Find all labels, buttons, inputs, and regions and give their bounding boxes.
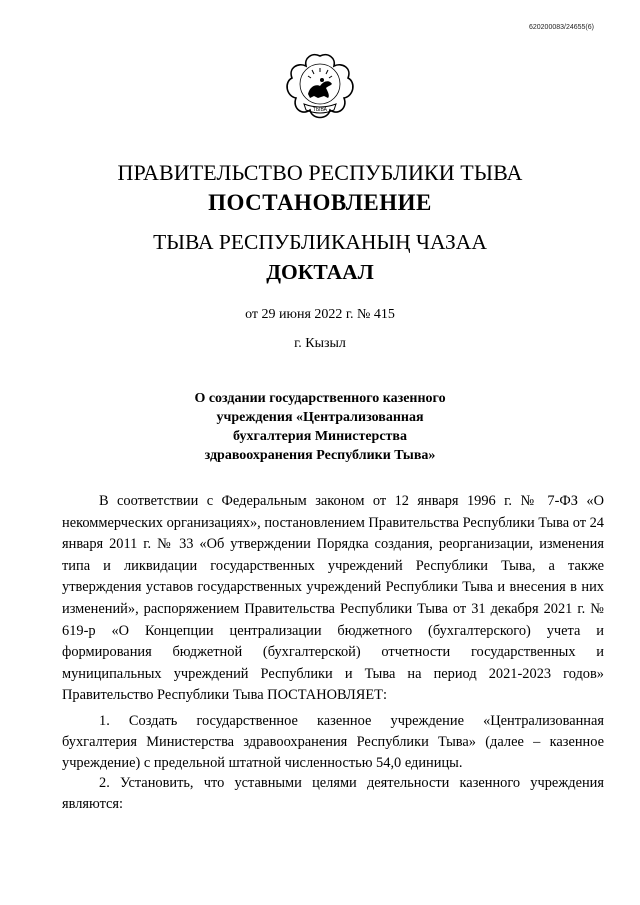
clause-2-container xyxy=(62,773,604,815)
title-line: бухгалтерия Министерства xyxy=(233,429,407,444)
preamble-paragraph: В соответствии с Федеральным законом от 12 января 1996 г. № 7-ФЗ «О некоммерческих организациях», постановлением Правительства Республики Тыва от 24 января 2011 г. № 33 «Об утверждении Порядка создания, реорганизации, изменения типа и ликвидации государственных учреждений Республики Тыва, а также утверждения уставов государственных учреждений Республики Тыва и внесения в них изменений», распоряжением Правительства Республики Тыва от 31 декабря 2021 г. № 619-р «О Концепции централизации бюджетного (бухгалтерского) учета и формирования бюджетной (бухгалтерской) отчетности государственных и муниципальных учреждений Республики и Тыва на период 2021-2023 годов» Правительство Республики Тыва ПОСТАНОВЛЯЕТ: xyxy=(62,493,604,704)
emblem-ribbon-text: ТЫВА xyxy=(313,107,327,113)
government-name-tv: ТЫВА РЕСПУБЛИКАНЫҢ ЧАЗАА xyxy=(153,230,487,254)
title-line: учреждения «Централизованная xyxy=(216,410,424,425)
document-title xyxy=(150,389,490,465)
document-code: 620200083/24655(6) xyxy=(528,24,594,31)
clause-1: 1. Создать государственное казенное учреждение «Централизованная бухгалтерия Министерства здравоохранения Республики Тыва» (далее – казенное учреждение) с предельной штатной численностью 54,0 единицы. xyxy=(62,713,604,771)
government-name-ru: ПРАВИТЕЛЬСТВО РЕСПУБЛИКИ ТЫВА xyxy=(117,160,523,185)
tuva-coat-of-arms-icon xyxy=(284,50,356,136)
title-line: О создании государственного казенного xyxy=(194,391,446,406)
document-type-ru: ПОСТАНОВЛЕНИЕ xyxy=(208,190,432,215)
document-type-tv: ДОКТААЛ xyxy=(266,260,374,284)
coat-of-arms-emblem xyxy=(284,50,356,136)
clause-1-container xyxy=(62,711,604,774)
document-city: г. Кызыл xyxy=(294,336,346,351)
clause-2: 2. Установить, что уставными целями деятельности казенного учреждения являются: xyxy=(62,775,604,812)
title-line: здравоохранения Республики Тыва» xyxy=(204,448,436,463)
document-date: от 29 июня 2022 г. № 415 xyxy=(245,307,395,322)
